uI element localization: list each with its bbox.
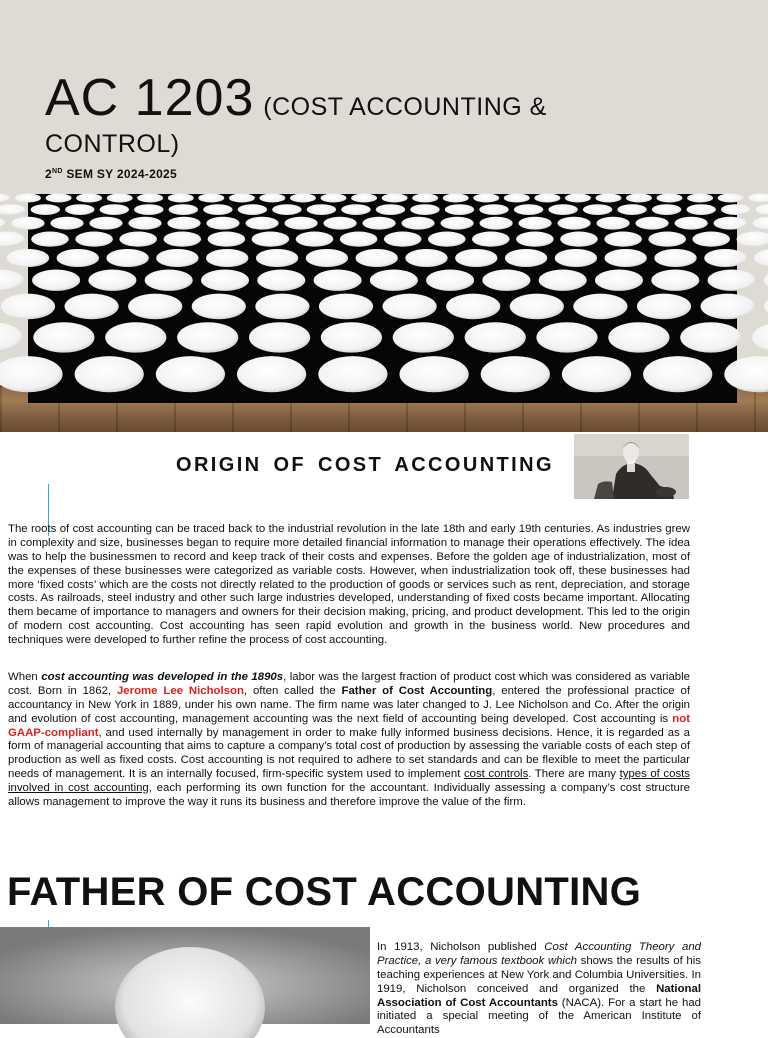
disc — [272, 204, 301, 215]
disc — [539, 270, 587, 291]
disc — [472, 232, 510, 247]
nicholson-portrait-photo — [0, 927, 370, 1024]
disc — [192, 294, 246, 320]
disc — [156, 356, 225, 392]
disc — [605, 249, 647, 267]
disc — [573, 294, 627, 320]
disc — [65, 204, 94, 215]
disc — [169, 204, 198, 215]
disc — [657, 194, 683, 203]
disc — [410, 204, 439, 215]
disc — [565, 194, 591, 203]
father-heading: FATHER OF COST ACCOUNTING — [7, 870, 641, 915]
title-slide — [0, 0, 768, 432]
disc — [480, 217, 513, 230]
disc — [465, 322, 526, 352]
disc — [692, 232, 730, 247]
disc — [737, 232, 768, 247]
discs-image — [28, 194, 737, 403]
disc — [208, 232, 246, 247]
disc — [0, 204, 25, 215]
page-title — [45, 72, 547, 124]
origin-heading: ORIGIN OF COST ACCOUNTING — [176, 454, 554, 477]
origin-slide — [0, 432, 768, 864]
disc — [754, 249, 768, 267]
disc — [764, 270, 768, 291]
disc — [402, 217, 435, 230]
disc — [704, 249, 746, 267]
disc — [519, 217, 552, 230]
disc — [405, 249, 447, 267]
disc — [203, 204, 232, 215]
disc — [455, 249, 497, 267]
disc — [324, 217, 357, 230]
disc — [177, 322, 238, 352]
disc — [560, 232, 598, 247]
disc — [100, 204, 129, 215]
types-of-costs-link[interactable]: types of costs involved in cost accounting — [8, 768, 690, 794]
disc — [481, 356, 550, 392]
disc — [237, 356, 306, 392]
disc — [400, 356, 469, 392]
disc — [708, 270, 756, 291]
disc — [714, 217, 747, 230]
disc — [107, 194, 133, 203]
disc — [252, 232, 290, 247]
disc — [0, 270, 24, 291]
disc — [721, 204, 750, 215]
disc — [246, 217, 279, 230]
disc — [608, 322, 669, 352]
disc — [428, 232, 466, 247]
disc — [256, 249, 298, 267]
disc — [198, 194, 224, 203]
disc — [516, 232, 554, 247]
disc — [15, 194, 41, 203]
disc — [167, 217, 200, 230]
disc — [168, 194, 194, 203]
disc — [504, 194, 530, 203]
disc — [106, 249, 148, 267]
disc — [558, 217, 591, 230]
disc — [596, 194, 622, 203]
disc — [75, 232, 113, 247]
disc — [505, 249, 547, 267]
disc — [238, 204, 267, 215]
gaap-note: not GAAP-compliant — [8, 713, 690, 739]
disc — [32, 270, 80, 291]
disc — [376, 204, 405, 215]
disc — [445, 204, 474, 215]
disc — [384, 232, 422, 247]
course-name-line2: CONTROL) — [45, 130, 180, 159]
disc — [88, 270, 136, 291]
disc — [31, 232, 69, 247]
disc — [536, 322, 597, 352]
disc — [648, 232, 686, 247]
disc — [479, 204, 508, 215]
disc — [597, 217, 630, 230]
disc — [321, 322, 382, 352]
disc — [31, 204, 60, 215]
disc — [652, 204, 681, 215]
disc — [393, 322, 454, 352]
disc — [206, 249, 248, 267]
origin-paragraph-1: The roots of cost accounting can be traced back to the industrial revolution in the late 18th and early 19th centuries. As industries grew in complexity and size, businesses began to require more detailed financial information to manage their operations effectively. The idea was to help the businessmen to record and keep track of their costs and expenses. Before the golden age of industrialization, most of the expenses of these businesses were categorized as variable costs. However, when industrialization took off, these businesses had more ‘fixed costs’ which are the costs not directly related to the production of goods or services such as rent, depreciation, and storage costs. As railroads, steel industry and other such large industries developed, understanding of fixed costs became important. Allocating them became of importance to managers and owners for their decision making, pricing, and product development. This led to the origin of modern cost accounting. Cost accounting has seen rapid evolution and growth in the business world. New procedures and techniques were developed to further refine the process of cost accounting. — [8, 523, 690, 647]
disc — [351, 194, 377, 203]
semester-label: 2ND SEM SY 2024-2025 — [45, 167, 177, 181]
disc — [617, 204, 646, 215]
disc — [134, 204, 163, 215]
disc — [164, 232, 202, 247]
disc — [626, 194, 652, 203]
disc — [637, 294, 691, 320]
disc — [687, 194, 713, 203]
disc — [290, 194, 316, 203]
disc — [753, 217, 768, 230]
father-slide — [0, 864, 768, 1024]
disc — [446, 294, 500, 320]
disc — [370, 270, 418, 291]
disc — [764, 294, 768, 320]
disc — [7, 249, 49, 267]
disc — [307, 204, 336, 215]
disc — [249, 322, 310, 352]
disc — [341, 204, 370, 215]
disc — [718, 194, 744, 203]
disc — [105, 322, 166, 352]
disc — [514, 204, 543, 215]
disc — [752, 322, 768, 352]
disc — [595, 270, 643, 291]
disc — [382, 194, 408, 203]
disc — [548, 204, 577, 215]
disc — [255, 294, 309, 320]
disc — [680, 322, 741, 352]
cost-controls-link[interactable]: cost controls — [464, 768, 528, 780]
disc — [583, 204, 612, 215]
disc — [651, 270, 699, 291]
disc — [206, 217, 239, 230]
disc — [50, 217, 83, 230]
disc — [296, 232, 334, 247]
disc — [0, 217, 6, 230]
disc — [145, 270, 193, 291]
disc — [33, 322, 94, 352]
disc — [259, 194, 285, 203]
disc — [319, 294, 373, 320]
disc — [119, 232, 157, 247]
disc — [257, 270, 305, 291]
disc — [340, 232, 378, 247]
disc — [555, 249, 597, 267]
disc — [443, 194, 469, 203]
disc — [1, 294, 55, 320]
disc — [0, 322, 23, 352]
disc — [604, 232, 642, 247]
disc — [756, 204, 768, 215]
disc — [201, 270, 249, 291]
disc — [701, 294, 755, 320]
nicholson-name: Jerome Lee Nicholson — [117, 685, 244, 697]
origin-paragraph-2: When cost accounting was developed in the 1890s, labor was the largest fraction of product cost which was considered as variable cost. Born in 1862, Jerome Lee Nicholson, often called the Father of Cost Accounting, entered the professional practice of accountancy in New York in 1889, under his own name. The firm name was later changed to J. Lee Nicholson and Co. After the origin and evolution of cost accounting, management accounting was the next field of accounting being developed. Cost accounting is not GAAP-compliant, and used internally by management in order to make fully informed business decisions. Hence, it is regarded as a form of managerial accounting that aims to capture a company’s total cost of production by assessing the variable costs of each step of production as well as fixed costs. Cost accounting is not required to adhere to set standards and can be flexible to meet the particular needs of management. It is an internally focused, firm-specific system used to implement cost controls. There are many types of costs involved in cost accounting, each performing its own function for the accountant. Individually assessing a company’s cost structure allows management to improve the way it runs its business and therefore improve the value of the firm. — [8, 671, 690, 809]
disc — [128, 217, 161, 230]
disc — [510, 294, 564, 320]
disc — [11, 217, 44, 230]
disc — [46, 194, 72, 203]
course-name-line1: (COST ACCOUNTING & — [263, 93, 547, 121]
disc — [562, 356, 631, 392]
disc — [65, 294, 119, 320]
father-paragraph: In 1913, Nicholson published Cost Accounting Theory and Practice, a very famous textbook which shows the results of his teaching experiences at New York and Columbia Universities. In 1919, Nicholson conceived and organized the National Association of Cost Accountants (NACA). For a start he had initiated a special meeting of the American Institute of Accountants — [377, 941, 701, 1038]
nicholson-seated-photo — [574, 434, 689, 499]
disc — [675, 217, 708, 230]
disc — [306, 249, 348, 267]
disc — [76, 194, 102, 203]
disc — [687, 204, 716, 215]
disc — [0, 232, 25, 247]
course-code: AC 1203 — [45, 69, 254, 127]
disc — [636, 217, 669, 230]
disc — [314, 270, 362, 291]
disc — [441, 217, 474, 230]
disc — [643, 356, 712, 392]
disc — [321, 194, 347, 203]
disc — [383, 294, 437, 320]
disc — [356, 249, 398, 267]
disc — [534, 194, 560, 203]
disc — [0, 194, 10, 203]
disc — [363, 217, 396, 230]
disc — [57, 249, 99, 267]
disc — [473, 194, 499, 203]
disc — [748, 194, 768, 203]
disc — [128, 294, 182, 320]
disc — [156, 249, 198, 267]
disc — [318, 356, 387, 392]
disc — [426, 270, 474, 291]
disc — [137, 194, 163, 203]
disc — [229, 194, 255, 203]
disc — [412, 194, 438, 203]
disc — [89, 217, 122, 230]
disc — [285, 217, 318, 230]
disc — [654, 249, 696, 267]
disc — [75, 356, 144, 392]
disc — [482, 270, 530, 291]
